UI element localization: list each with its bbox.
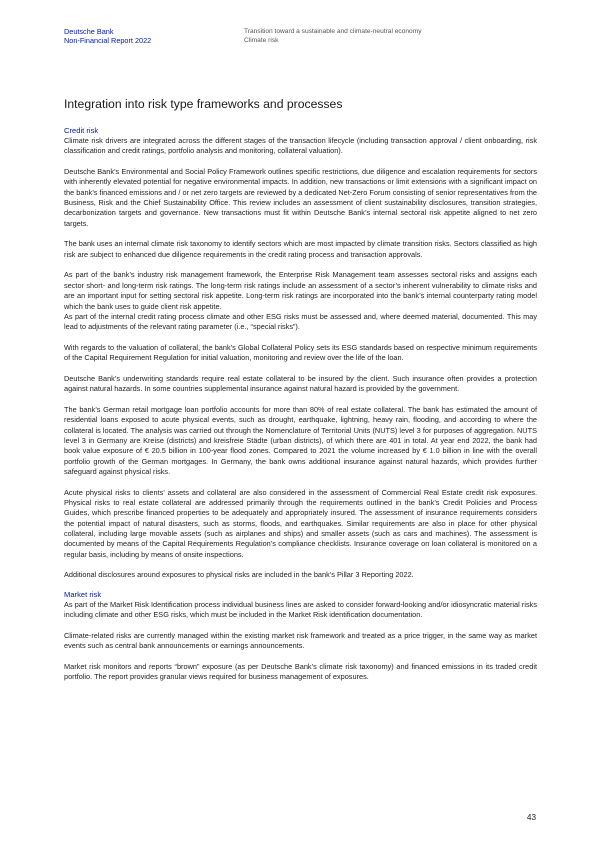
- header-company: Deutsche Bank: [64, 27, 114, 36]
- page-title: Integration into risk type frameworks and processes: [64, 97, 343, 111]
- header-report: Non-Financial Report 2022: [64, 36, 152, 45]
- header-chapter-block: [244, 27, 422, 45]
- paragraph: Additional disclosures around exposures to physical risks are included in the bank’s Pillar 3 Reporting 2022.: [64, 570, 414, 580]
- main-content: [64, 97, 537, 683]
- paragraph: Deutsche Bank’s underwriting standards require real estate collateral to be insured by the client. Such insurance often provides a protection against natural hazards. In some countries supplemental insurance against natural hazard is provided by the government.: [64, 373, 537, 394]
- header-company-block: [64, 27, 151, 45]
- page-number: 43: [526, 813, 536, 822]
- paragraph: Climate risk drivers are integrated across the different stages of the transaction lifecycle (including transaction approval / client onboarding, risk classification and credit ratings, portfolio analysis and monitoring, collateral valuation).: [64, 136, 537, 156]
- paragraph: As part of the Market Risk Identification process individual business lines are asked to consider forward-looking and/or idiosyncratic material risks including climate and other ESG risks, which must be included in the Market Risk identification documentation.: [64, 599, 537, 620]
- paragraph: Acute physical risks to clients’ assets and collateral are also considered in the assessment of Commercial Real Estate credit risk exposures. Physical risks to real estate collateral are addressed primarily through the requirements outlined in the bank’s Credit Policies and Process Guides, which prescribe financed properties to be adequately and appropriately insured. The assessment of insurance requirements considers the potential impact of natural disasters, such as storms, floods, and earthquakes. Similar requirements are also in place for other physical collateral, including large movable assets (such as airplanes and ships) and smaller assets (such as cars and machines). The assessment is documented by means of the Capital Requirements Regulation’s compliance checklists. Insurance coverage on loan collateral is monitored on a regular basis, including by means of onsite inspections.: [64, 487, 537, 559]
- paragraph: Market risk monitors and reports “brown” exposure (as per Deutsche Bank’s climate risk taxonomy) and financed emissions in its traded credit portfolio. The report provides granular views required for business management of exposures.: [64, 661, 537, 682]
- market-risk-heading: Market risk: [64, 589, 102, 599]
- paragraph: Deutsche Bank’s Environmental and Social Policy Framework outlines specific restrictions, due diligence and escalation requirements for sectors with inherently elevated potential for negative environmental impacts. In addition, new transactions or limit extensions with a significant impact on the bank’s financed emissions and / or net zero targets are reviewed by a dedicated Net-Zero Forum consisting of senior representatives from the Business, Risk and the Chief Sustainability Office. This review includes an assessment of client sustainability disclosures, transition strategies, decarbonization targets and governance. New transactions must fit within Deutsche Bank’s internal sectoral risk appetite aligned to net zero targets.: [64, 167, 537, 228]
- header-section: Climate risk: [244, 37, 279, 44]
- paragraph: The bank uses an internal climate risk taxonomy to identify sectors which are most impacted by climate transition risks. Sectors classified as high risk are subject to enhanced due diligence requirements in the credit rating process and transaction approvals.: [64, 239, 537, 259]
- paragraph: As part of the internal credit rating process climate and other ESG risks must be assessed and, where deemed material, documented. This may lead to adjustments of the relevant rating parameter (i.e., “special risks”).: [64, 311, 537, 332]
- paragraph: As part of the bank’s industry risk management framework, the Enterprise Risk Management team assesses sectoral risks and assigns each sector short- and long-term risk ratings. The long-term risk ratings include an assessment of a sector’s inherent vulnerability to climate risks and are an important input for setting sectoral risk appetite. Long-term risk ratings are incorporated into the bank’s internal counterparty rating model which the bank uses to guide client risk appetite.: [64, 270, 537, 311]
- header-chapter: Transition toward a sustainable and climate-neutral economy: [244, 28, 422, 35]
- paragraph: Climate-related risks are currently managed within the existing market risk framework and treated as a price trigger, in the same way as market events such as central bank announcements or earnings announcements.: [64, 630, 537, 651]
- paragraph: The bank’s German retail mortgage loan portfolio accounts for more than 80% of real estate collateral. The bank has estimated the amount of residential loans exposed to acute physical events, such as drought, earthquake, lightning, heavy rain, flooding, and according to where the collateral is located. The analysis was carried out through the Nomenclature of Territorial Units (NUTS) level 3 for purposes of aggregation. NUTS level 3 in Germany are Kreise (districts) and kreisfreie Städte (urban districts), of which there are 401 in total. At year end 2022, the bank had book value exposure of € 20.5 billion in 100-year flood zones. Compared to 2021 the volume increased by € 1.0 billion in line with the overall portfolio growth of the German mortgages. In Germany, the bank owns additional insurance against natural hazards, which provides further safeguard against physical risks.: [64, 404, 537, 476]
- credit-risk-heading: Credit risk: [64, 126, 99, 135]
- paragraph: With regards to the valuation of collateral, the bank’s Global Collateral Policy sets its ESG standards based on respective minimum requirements of the Capital Requirement Regulation for initial valuation, monitoring and review over the life of the loan.: [64, 342, 537, 363]
